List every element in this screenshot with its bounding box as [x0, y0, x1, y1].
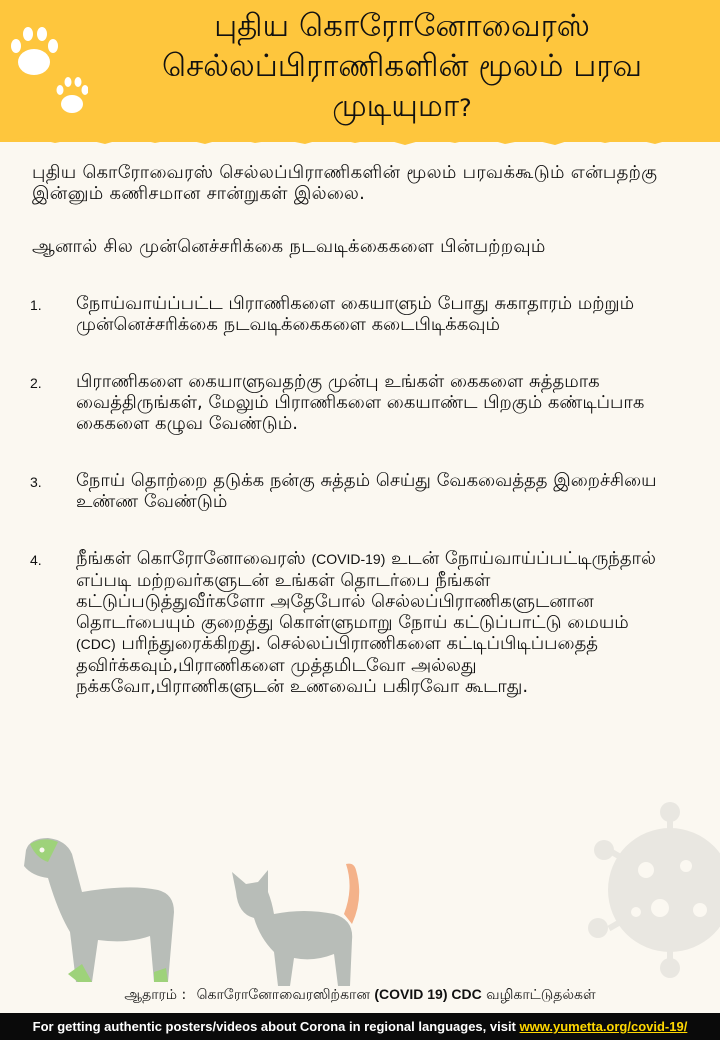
source-text: கொரோனோவைரஸிற்கான: [196, 987, 375, 1003]
header-banner: [0, 0, 720, 142]
source-label: ஆதாரம் :: [124, 987, 187, 1003]
torn-edge: [0, 128, 720, 152]
list-number: 4.: [30, 552, 42, 568]
list-text: பிராணிகளை கையாளுவதற்கு முன்பு உங்கள் கைகளை சுத்தமாக வைத்திருங்கள், மேலும் பிராணிகளை கையாண்ட பிறகும் கண்டிப்பாக கைகளை கழுவ வேண்டும்.: [76, 371, 645, 434]
list-text-part: நீங்கள் கொரோனோவைரஸ்: [76, 548, 312, 569]
intro-note: ஆனால் சில முன்னெச்சரிக்கை நடவடிக்கைகளை பின்பற்றவும்: [32, 236, 546, 257]
dog-icon: [18, 832, 178, 982]
list-number: 3.: [30, 474, 42, 490]
paw-icon: [8, 18, 88, 118]
cat-icon: [224, 858, 374, 986]
list-item: [32, 470, 672, 512]
content-body: [32, 162, 672, 697]
title-text: புதிய கொரோனோவைரஸ் செல்லப்பிராணிகளின் மூலம் பரவ முடியுமா: [161, 8, 643, 124]
list-item: [32, 548, 672, 697]
source-text-end: வழிகாட்டுதல்கள்: [481, 987, 596, 1003]
footer-bar: [0, 1013, 720, 1040]
list-text: நோய்வாய்ப்பட்ட பிராணிகளை கையாளும் போது சுகாதாரம் மற்றும் முன்னெச்சரிக்கை நடவடிக்கைகளை கடைபிடிக்கவும்: [76, 293, 635, 335]
list-text-part: பரிந்துரைக்கிறது. செல்லப்பிராணிகளை கட்டிப்பிடிப்பதைத் தவிர்க்கவும்,பிராணிகளை முத்தமிடவோ அல்லது நக்கவோ,பிராணிகளுடன் உணவைப் பகிரவோ கூடாது.: [76, 633, 599, 697]
list-text-part: உடன் நோய்வாய்ப்பட்டிருந்தால் எப்படி மற்றவர்களுடன் உங்கள் தொடர்பை நீங்கள் கட்டுப்படுத்துவீர்களோ அதேபோல் செல்லப்பிராணிகளுடனான தொடர்பையும் குறைத்து கொள்ளுமாறு நோய் கட்டுப்பாட்டு மையம்: [76, 548, 656, 633]
title-question-mark: ?: [459, 94, 472, 122]
virus-icon: [560, 790, 720, 990]
footer-text: For getting authentic posters/videos about Corona in regional languages, visit: [32, 1019, 520, 1034]
list-number: 1.: [30, 297, 42, 313]
source-bold: (COVID 19) CDC: [374, 986, 482, 1002]
list-number: 2.: [30, 375, 42, 391]
list-item: [32, 371, 672, 434]
source-credit: [0, 986, 720, 1005]
covid-abbrev: (COVID-19): [311, 551, 386, 567]
list-item: [32, 293, 672, 335]
page-title: [92, 6, 712, 128]
list-text: நோய் தொற்றை தடுக்க நன்கு சுத்தம் செய்து வேகவைத்தத இறைச்சியை உண்ண வேண்டும்: [76, 470, 657, 512]
cdc-abbrev: (CDC): [76, 636, 116, 652]
intro-paragraph: புதிய கொரோவைரஸ் செல்லப்பிராணிகளின் மூலம் பரவக்கூடும் என்பதற்கு இன்னும் கணிசமான சான்றுகள் இல்லை.: [32, 162, 658, 204]
footer-link[interactable]: www.yumetta.org/covid-19/: [519, 1019, 688, 1034]
